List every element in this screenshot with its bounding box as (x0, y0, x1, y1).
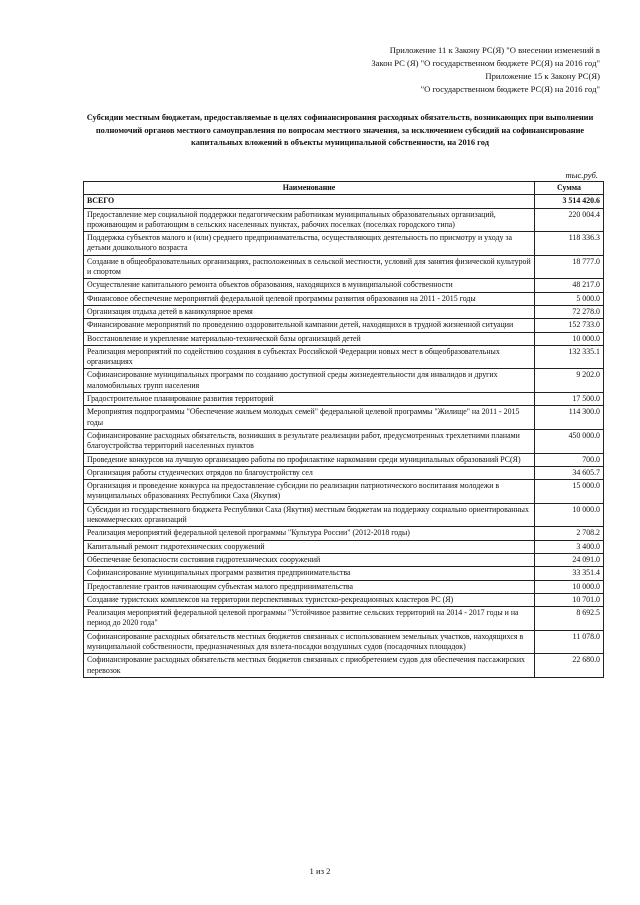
row-name: Реализация мероприятий федеральной целевой программы "Культура России" (2012-2018 годы) (84, 527, 535, 540)
row-name: Организация и проведение конкурса на предоставление субсидии по реализации патриотического воспитания молодежи в муниципальных образованиях Республики Саха (Якутия) (84, 480, 535, 504)
row-sum: 72 278.0 (535, 305, 604, 318)
table-row (84, 480, 604, 504)
header-line-3: Приложение 15 к Закону РС(Я) (485, 71, 600, 81)
table-row (84, 503, 604, 527)
table-row (84, 630, 604, 654)
row-sum: 700.0 (535, 453, 604, 466)
row-name: Организация отдыха детей в каникулярное время (84, 305, 535, 318)
units-label: тыс.руб. (565, 170, 598, 180)
row-name: Реализация мероприятий по содействию создания в субъектах Российской Федерации новых мест в общеобразовательных организациях (84, 345, 535, 369)
row-sum: 3 400.0 (535, 540, 604, 553)
table-row (84, 654, 604, 678)
row-sum: 10 000.0 (535, 332, 604, 345)
row-name: Восстановление и укрепление материально-технической базы организаций детей (84, 332, 535, 345)
table-row (84, 553, 604, 566)
table-row (84, 406, 604, 430)
row-sum: 10 000.0 (535, 503, 604, 527)
table-row (84, 369, 604, 393)
row-sum: 10 701.0 (535, 593, 604, 606)
table-row (84, 593, 604, 606)
row-name: Субсидии из государственного бюджета Республики Саха (Якутия) местным бюджетам на поддержку социально ориентированных некоммерческих организаций (84, 503, 535, 527)
table-row (84, 208, 604, 232)
row-name: Проведение конкурсов на лучшую организацию работы по профилактике наркомании среди муниципальных образований РС(Я) (84, 453, 535, 466)
total-label: ВСЕГО (84, 195, 535, 208)
header-line-1: Приложение 11 к Закону РС(Я) "О внесении изменений в (389, 45, 600, 55)
column-header-sum: Сумма (535, 182, 604, 195)
row-name: Софинансирование муниципальных программ по созданию доступной среды жизнедеятельности для инвалидов и других маломобильных групп населения (84, 369, 535, 393)
row-name: Софинансирование муниципальных программ развития предпринимательства (84, 567, 535, 580)
row-sum: 220 004.4 (535, 208, 604, 232)
row-name: Создание туристских комплексов на территории перспективных туристско-рекреационных кластеров РС (Я) (84, 593, 535, 606)
table-row (84, 332, 604, 345)
row-name: Предоставление грантов начинающим субъектам малого предпринимательства (84, 580, 535, 593)
row-sum: 450 000.0 (535, 429, 604, 453)
row-name: Финансовое обеспечение мероприятий федеральной целевой программы развития образования на 2011 - 2015 годы (84, 292, 535, 305)
row-name: Софинансирование расходных обязательств, возникших в результате реализации работ, предусмотренных трехлетними планами благоустройства территорий населенных пунктов (84, 429, 535, 453)
row-sum: 34 605.7 (535, 466, 604, 479)
table-row (84, 453, 604, 466)
total-row (84, 195, 604, 208)
row-sum: 9 202.0 (535, 369, 604, 393)
column-header-name: Наименование (84, 182, 535, 195)
row-sum: 5 000.0 (535, 292, 604, 305)
table-row (84, 319, 604, 332)
row-sum: 8 692.5 (535, 607, 604, 631)
row-name: Создание в общеобразовательных организациях, расположенных в сельской местности, условий для занятия физической культурой и спортом (84, 255, 535, 279)
header-line-2: Закон РС (Я) "О государственном бюджете РС(Я) на 2016 год" (371, 58, 600, 68)
table-row (84, 255, 604, 279)
table-row (84, 607, 604, 631)
row-name: Реализация мероприятий федеральной целевой программы "Устойчивое развитие сельских территорий на 2014 - 2017 годы и на период до 2020 года" (84, 607, 535, 631)
row-name: Поддержка субъектов малого и (или) среднего предпринимательства, осуществляющих деятельность по присмотру и уходу за детьми дошкольного возраста (84, 232, 535, 256)
row-sum: 18 777.0 (535, 255, 604, 279)
row-sum: 24 091.0 (535, 553, 604, 566)
table-row (84, 580, 604, 593)
header-annex-11 (371, 44, 600, 70)
row-name: Обеспечение безопасности состояния гидротехнических сооружений (84, 553, 535, 566)
table-row (84, 292, 604, 305)
row-name: Мероприятия подпрограммы "Обеспечение жильем молодых семей" федеральной целевой программы "Жилище" на 2011 - 2015 годы (84, 406, 535, 430)
table-row (84, 466, 604, 479)
row-sum: 33 351.4 (535, 567, 604, 580)
table-row (84, 232, 604, 256)
row-name: Софинансирование расходных обязательств местных бюджетов связанных с использованием земельных участков, находящихся в муниципальной собственности, предназначенных для взлета-посадки воздушных судов (посадочных площадок) (84, 630, 535, 654)
row-name: Софинансирование расходных обязательств местных бюджетов связанных с приобретением судов для обеспечения пассажирских перевозок (84, 654, 535, 678)
table-row (84, 305, 604, 318)
row-name: Осуществление капитального ремонта объектов образования, находящихся в муниципальной собственности (84, 279, 535, 292)
row-name: Финансирование мероприятий по проведению оздоровительной кампании детей, находящихся в трудной жизненной ситуации (84, 319, 535, 332)
row-sum: 15 000.0 (535, 480, 604, 504)
row-sum: 2 708.2 (535, 527, 604, 540)
row-sum: 132 335.1 (535, 345, 604, 369)
table-row (84, 527, 604, 540)
table-row (84, 540, 604, 553)
row-name: Организация работы студенческих отрядов по благоустройству сел (84, 466, 535, 479)
row-sum: 10 000.0 (535, 580, 604, 593)
header-line-4: "О государственном бюджете РС(Я) на 2016 год" (420, 84, 600, 94)
table-row (84, 567, 604, 580)
row-sum: 114 300.0 (535, 406, 604, 430)
table-row (84, 429, 604, 453)
row-sum: 22 680.0 (535, 654, 604, 678)
total-value: 3 514 420.6 (535, 195, 604, 208)
row-sum: 17 500.0 (535, 393, 604, 406)
document-title: Субсидии местным бюджетам, предоставляемые в целях софинансирования расходных обязательств, возникающих при выполнении полномочий органов местного самоуправления по вопросам местного значения, за исключением субсидий на софинансирование капитальных вложений в объекты муниципальной собственности, на 2016 год (86, 113, 594, 147)
row-name: Капитальный ремонт гидротехнических сооружений (84, 540, 535, 553)
page-number: 1 из 2 (309, 866, 331, 876)
table-row (84, 345, 604, 369)
row-name: Градостроительное планирование развития территорий (84, 393, 535, 406)
header-annex-15 (421, 70, 600, 96)
row-sum: 118 336.3 (535, 232, 604, 256)
row-sum: 11 078.0 (535, 630, 604, 654)
table-row (84, 279, 604, 292)
row-name: Предоставление мер социальной поддержки педагогическим работникам муниципальных образовательных организаций, проживающим и работающим в сельских населенных пунктах, рабочих поселках (поселках городского типа) (84, 208, 535, 232)
table-header-row (84, 182, 604, 195)
row-sum: 152 733.0 (535, 319, 604, 332)
table-row (84, 393, 604, 406)
subsidies-table (83, 181, 604, 678)
row-sum: 48 217.0 (535, 279, 604, 292)
